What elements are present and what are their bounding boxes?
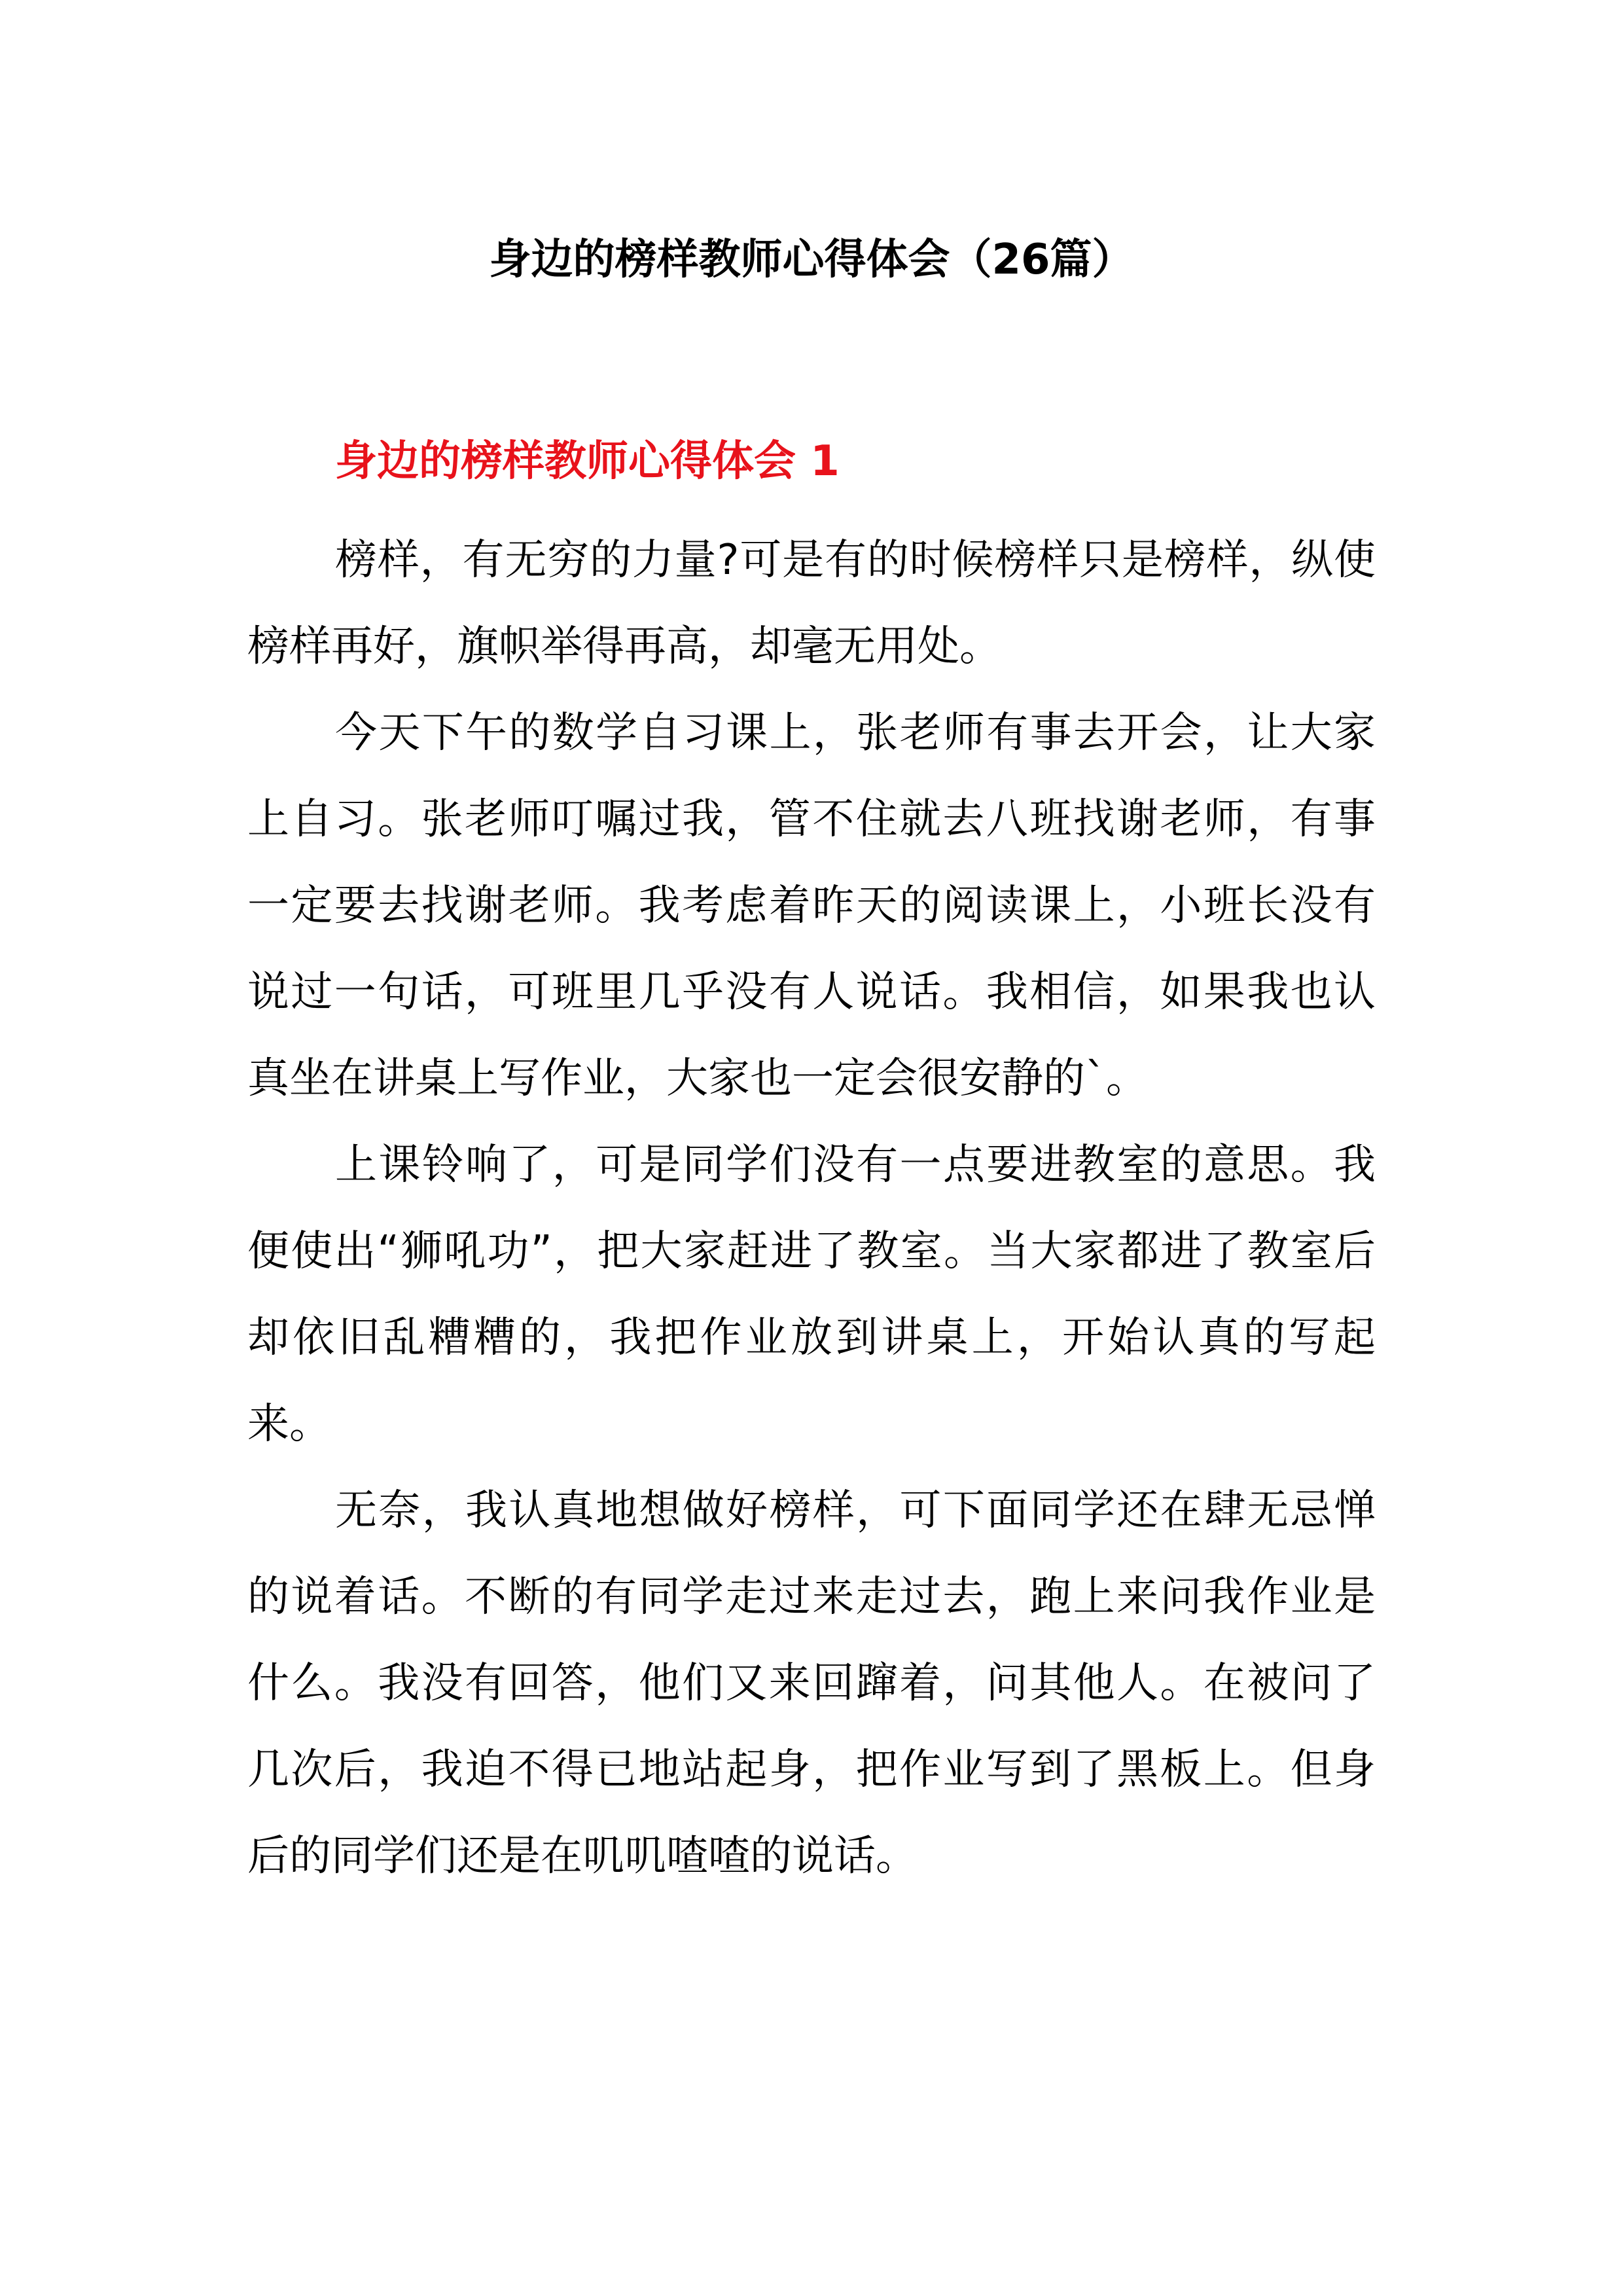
document-title: 身边的榜样教师心得体会（26篇）: [489, 236, 1134, 284]
paragraph-2: 今天下午的数学自习课上，张老师有事去开会，让大家上自习。张老师叮嘱过我，管不住就去八班找谢老师，有事一定要去找谢老师。我考虑着昨天的阅读课上，小班长没有说过一句话，可班里几乎没有人说话。我相信，如果我也认真坐在讲桌上写作业，大家也一定会很安静的`。: [247, 709, 1376, 1103]
document-body: [247, 517, 1376, 1899]
paragraph-3: 上课铃响了，可是同学们没有一点要进教室的意思。我便使出“狮吼功”，把大家赶进了教室。当大家都进了教室后却依旧乱糟糟的，我把作业放到讲桌上，开始认真的写起来。: [247, 1141, 1376, 1448]
paragraph-1: 榜样，有无穷的力量?可是有的时候榜样只是榜样，纵使榜样再好，旗帜举得再高，却毫无用处。: [247, 536, 1376, 671]
section-heading: 身边的榜样教师心得体会 1: [335, 437, 840, 486]
paragraph-4: 无奈，我认真地想做好榜样，可下面同学还在肆无忌惮的说着话。不断的有同学走过来走过去，跑上来问我作业是什么。我没有回答，他们又来回蹿着，问其他人。在被问了几次后，我迫不得已地站起身，把作业写到了黑板上。但身后的同学们还是在叽叽喳喳的说话。: [247, 1486, 1376, 1880]
